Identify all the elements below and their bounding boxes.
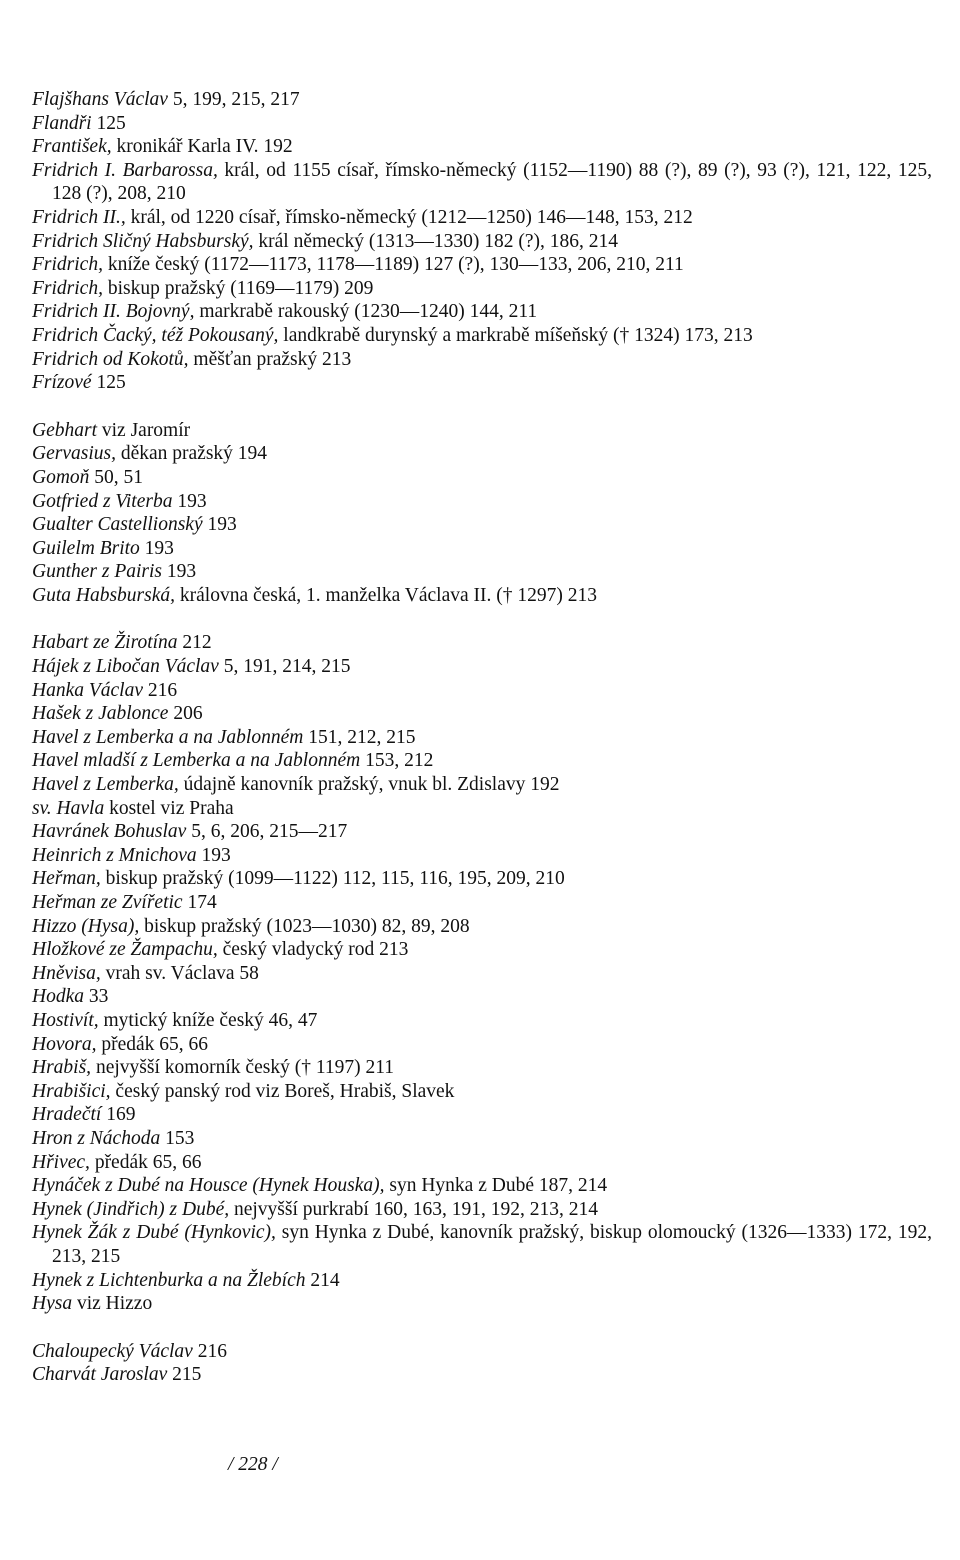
entry-text: 5, 6, 206, 215—217 [186, 821, 348, 843]
entry-name: Guilelm Brito [32, 537, 140, 559]
index-entry [32, 1269, 932, 1293]
index-entry [32, 655, 932, 679]
index-entry [32, 962, 932, 986]
entry-text: 193 [172, 490, 207, 512]
entry-text: viz Hizzo [72, 1293, 153, 1315]
entry-text: kronikář Karla IV. 192 [111, 136, 293, 158]
entry-name: Gualter Castellionský [32, 514, 203, 536]
entry-text: kníže český (1172—1173, 1178—1189) 127 (?), 130—133, 206, 210, 211 [102, 254, 684, 276]
index-entry [32, 1080, 932, 1104]
entry-name: Fridrich Sličný Habsburský, [32, 230, 254, 252]
entry-text: 193 [202, 514, 237, 536]
entry-text: český vladycký rod 213 [217, 939, 409, 961]
index-entry [32, 915, 932, 939]
entry-text: kostel viz Praha [104, 797, 234, 819]
entry-name: Hašek z Jablonce [32, 703, 169, 725]
index-entry [32, 1198, 932, 1222]
entry-text: syn Hynka z Dubé 187, 214 [384, 1175, 608, 1197]
entry-text: děkan pražský 194 [115, 443, 268, 465]
entry-text: 212 [177, 632, 212, 654]
entry-text: 125 [91, 112, 126, 134]
entry-name: Fridrich od Kokotů, [32, 348, 189, 370]
entry-text: nejvyšší komorník český († 1197) 211 [91, 1057, 394, 1079]
entry-name: Havel z Lemberka a na Jablonném [32, 726, 304, 748]
entry-name: Heřman ze Zvířetic [32, 892, 183, 913]
entry-text: landkrabě durynský a markrabě míšeňský († 1324) 173, 213 [278, 324, 753, 346]
index-entry [32, 300, 932, 324]
entry-text: král, od 1155 císař, římsko-německý (1152—1190) 88 (?), 89 (?), 93 (?), 121, 122, 125, 128 (?), 208, 210 [52, 159, 932, 205]
index-entry [32, 537, 932, 561]
entry-name: Hrabišici, [32, 1080, 111, 1102]
index-entry [32, 466, 932, 490]
entry-text: vrah sv. Václava 58 [100, 962, 259, 984]
index-entry [32, 867, 932, 891]
entry-name: Hřivec, [32, 1151, 90, 1173]
index-entry [32, 1009, 932, 1033]
entry-text: 216 [143, 679, 178, 701]
entry-text: 206 [168, 703, 203, 725]
entry-text: mytický kníže český 46, 47 [98, 1009, 318, 1031]
entry-name: Chaloupecký Václav [32, 1340, 193, 1362]
entry-name: Heřman, [32, 868, 101, 890]
entry-name: František, [32, 136, 112, 158]
index-entry [32, 513, 932, 537]
entry-text: český panský rod viz Boreš, Hrabiš, Slavek [110, 1080, 455, 1102]
index-entry [32, 1033, 932, 1057]
entry-name: Hrabiš, [32, 1057, 92, 1079]
entry-text: předák 65, 66 [89, 1151, 202, 1173]
index-entry [32, 348, 932, 372]
index-entry [32, 1221, 932, 1268]
entry-text: 215 [167, 1364, 202, 1386]
index-entry [32, 419, 932, 443]
entry-name: Hostivít, [32, 1009, 99, 1031]
entry-text: 5, 199, 215, 217 [167, 89, 300, 110]
index-entry [32, 371, 932, 395]
index-entry [32, 1056, 932, 1080]
index-entry [32, 702, 932, 726]
index-entry [32, 938, 932, 962]
entry-text: biskup pražský (1023—1030) 82, 89, 208 [139, 915, 470, 937]
entry-text: královna česká, 1. manželka Václava II. († 1297) 213 [175, 584, 597, 606]
section-gap [32, 607, 932, 631]
entry-text: král německý (1313—1330) 182 (?), 186, 214 [253, 230, 618, 252]
index-entry [32, 1151, 932, 1175]
entry-name: Hložkové ze Žampachu, [32, 939, 218, 961]
entry-name: Fridrich II. Bojovný, [32, 301, 195, 323]
entry-name: Hanka Václav [32, 679, 144, 701]
index-entry [32, 1363, 932, 1387]
entry-name: Hizzo (Hysa), [32, 915, 140, 937]
entry-name: Hron z Náchoda [32, 1127, 161, 1149]
entry-name: Fridrich, [32, 254, 103, 276]
entry-text: 169 [101, 1104, 136, 1126]
index-entry [32, 253, 932, 277]
entry-text: 125 [91, 372, 126, 394]
entry-name: Gervasius, [32, 443, 116, 465]
entry-name: Gomoň [32, 466, 90, 488]
entry-text: biskup pražský (1099—1122) 112, 115, 116, 195, 209, 210 [100, 868, 565, 890]
entry-name: Hynek Žák z Dubé (Hynkovic), [32, 1222, 276, 1244]
entry-name: Havel mladší z Lemberka a na Jablonném [32, 750, 361, 772]
index-entry [32, 985, 932, 1009]
entry-text: 193 [139, 537, 174, 559]
index-entry [32, 844, 932, 868]
index-page [32, 88, 932, 1387]
index-entry [32, 749, 932, 773]
index-entry [32, 1127, 932, 1151]
section-gap [32, 1316, 932, 1340]
entry-text: viz Jaromír [97, 419, 191, 441]
index-entry [32, 631, 932, 655]
index-entry [32, 679, 932, 703]
index-entry [32, 1292, 932, 1316]
index-entry [32, 112, 932, 136]
entry-name: Fridrich, [32, 277, 103, 299]
entry-name: Flandři [32, 112, 92, 134]
entry-name: Fridrich Čacký, též Pokousaný, [32, 324, 279, 346]
entry-text: měšťan pražský 213 [188, 348, 352, 370]
index-entry [32, 820, 932, 844]
entry-text: 151, 212, 215 [303, 726, 416, 748]
index-entry [32, 230, 932, 254]
index-entry [32, 560, 932, 584]
index-entry [32, 324, 932, 348]
entry-text: 214 [305, 1269, 340, 1291]
entry-name: Hovora, [32, 1033, 97, 1055]
index-entry [32, 490, 932, 514]
entry-name: Havel z Lemberka, [32, 774, 179, 796]
entry-name: Hynek (Jindřich) z Dubé, [32, 1198, 230, 1220]
entry-name: Hynáček z Dubé na Housce (Hynek Houska), [32, 1175, 385, 1197]
entry-text: markrabě rakouský (1230—1240) 144, 211 [194, 301, 538, 323]
entry-name: Gotfried z Viterba [32, 490, 173, 512]
index-entry [32, 1103, 932, 1127]
index-entry [32, 726, 932, 750]
entry-name: Charvát Jaroslav [32, 1364, 168, 1386]
page-number: / 228 / [228, 1454, 278, 1475]
index-entry [32, 159, 932, 206]
entry-text: nejvyšší purkrabí 160, 163, 191, 192, 213, 214 [229, 1198, 598, 1220]
entry-name: Habart ze Žirotína [32, 632, 178, 654]
entry-name: Gebhart [32, 419, 97, 441]
entry-text: 50, 51 [89, 466, 144, 488]
entry-text: 193 [162, 561, 197, 583]
index-entry [32, 773, 932, 797]
index-entry [32, 88, 932, 112]
index-entry [32, 891, 932, 915]
entry-name: Hodka [32, 986, 84, 1008]
entry-text: biskup pražský (1169—1179) 209 [102, 277, 374, 299]
index-entry [32, 135, 932, 159]
entry-name: Guta Habsburská, [32, 584, 176, 606]
index-entry [32, 584, 932, 608]
entry-name: Hájek z Libočan Václav [32, 656, 219, 678]
index-entry [32, 277, 932, 301]
entry-name: Fridrich II., [32, 206, 126, 228]
index-entry [32, 1340, 932, 1364]
index-entry [32, 797, 932, 821]
section-gap [32, 395, 932, 419]
entry-text: král, od 1220 císař, římsko-německý (1212—1250) 146—148, 153, 212 [125, 206, 693, 228]
entry-name: Heinrich z Mnichova [32, 844, 197, 866]
entry-text: 5, 191, 214, 215 [218, 656, 351, 678]
entry-name: Havránek Bohuslav [32, 821, 187, 843]
entry-text: předák 65, 66 [96, 1033, 209, 1055]
entry-name: Fridrich I. Barbarossa, [32, 159, 218, 181]
index-entry [32, 442, 932, 466]
entry-text: 153 [160, 1127, 195, 1149]
entry-name: Frízové [32, 372, 92, 394]
entry-name: sv. Havla [32, 797, 105, 819]
entry-name: Hradečtí [32, 1104, 102, 1126]
entry-text: 193 [196, 844, 231, 866]
entry-name: Hynek z Lichtenburka a na Žlebích [32, 1269, 306, 1291]
index-entry [32, 206, 932, 230]
entry-name: Gunther z Pairis [32, 561, 163, 583]
entry-name: Flajšhans Václav [32, 89, 168, 110]
entry-text: 216 [192, 1340, 227, 1362]
entry-text: 153, 212 [360, 750, 434, 772]
index-entry [32, 1174, 932, 1198]
entry-text: syn Hynka z Dubé, kanovník pražský, biskup olomoucký (1326—1333) 172, 192, 213, 215 [52, 1222, 933, 1267]
entry-text: 33 [84, 986, 109, 1008]
entry-text: 174 [182, 892, 217, 913]
entry-text: údajně kanovník pražský, vnuk bl. Zdislavy 192 [178, 774, 560, 796]
entry-name: Hněvisa, [32, 962, 101, 984]
entry-name: Hysa [32, 1293, 73, 1315]
